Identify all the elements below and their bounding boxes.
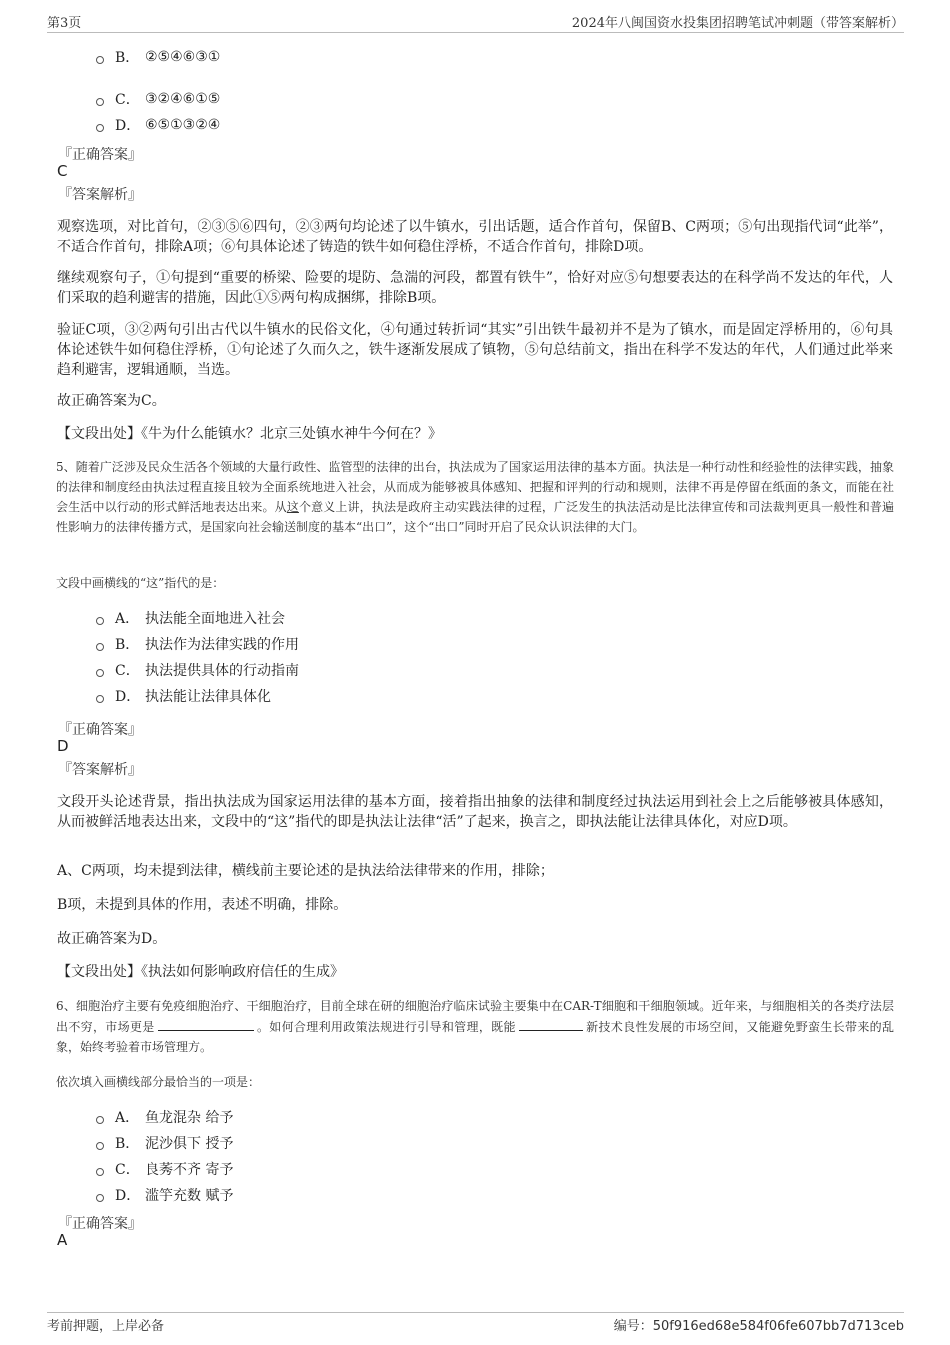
- analysis-paragraph: 继续观察句子，①句提到“重要的桥梁、险要的堤防、急湍的河段，都置有铁牛”，恰好对应⑤句想要表达的在科学尚不发达的年代，人们采取的趋利避害的措施，因此①⑤两句构成捆绑，排除B项。: [57, 270, 893, 306]
- option-text: 滥竽充数 赋予: [145, 1188, 234, 1204]
- option-text: 执法能让法律具体化: [145, 689, 271, 705]
- question-prompt: 文段中画横线的“这”指代的是：: [56, 576, 225, 590]
- option-letter: D．: [115, 1188, 141, 1204]
- page-number: 第3页: [47, 16, 82, 31]
- radio-icon[interactable]: [96, 56, 104, 64]
- radio-icon[interactable]: [96, 1194, 104, 1202]
- fill-blank-1[interactable]: [158, 1016, 254, 1031]
- underlined-word: 这: [286, 500, 299, 514]
- option-text: 泥沙俱下 授予: [145, 1136, 234, 1152]
- q4-option-d[interactable]: [96, 115, 220, 135]
- document-title: 2024年八闽国资水投集团招聘笔试冲刺题（带答案解析）: [571, 16, 904, 31]
- source-citation: 【文段出处】《执法如何影响政府信任的生成》: [57, 964, 344, 980]
- option-letter: C．: [115, 663, 140, 679]
- option-letter: A．: [115, 1110, 140, 1126]
- analysis-paragraph: A、C两项，均未提到法律，横线前主要论述的是执法给法律带来的作用，排除；: [57, 863, 554, 879]
- answer-value: C: [57, 162, 68, 180]
- option-letter: C．: [115, 1162, 140, 1178]
- option-text: ②⑤④⑥③①: [145, 49, 221, 65]
- radio-icon[interactable]: [96, 1142, 104, 1150]
- q4-option-c[interactable]: [96, 89, 220, 109]
- radio-icon[interactable]: [96, 617, 104, 625]
- document-code: 编号：50f916ed68e584f06fe607bb7d713ceb: [613, 1319, 904, 1334]
- option-text: 良莠不齐 寄予: [145, 1162, 234, 1178]
- option-letter: B．: [115, 637, 140, 653]
- analysis-paragraph: 文段开头论述背景，指出执法成为国家运用法律的基本方面，接着指出抽象的法律和制度经过执法运用到社会上之后能够被具体感知，从而被鲜活地表达出来，文段中的“这”指代的即是执法让法律“活”了起来，换言之，即执法能让法律具体化，对应D项。: [57, 794, 893, 830]
- source-citation: 【文段出处】《牛为什么能镇水？北京三处镇水神牛今何在？》: [57, 426, 442, 442]
- q5-option-a[interactable]: [96, 608, 285, 628]
- analysis-conclusion: 故正确答案为D。: [57, 931, 167, 947]
- option-letter: B．: [115, 1136, 140, 1152]
- question-prompt: 依次填入画横线部分最恰当的一项是：: [56, 1075, 261, 1089]
- radio-icon[interactable]: [96, 1116, 104, 1124]
- option-letter: C．: [115, 92, 140, 108]
- q6-option-b[interactable]: [96, 1133, 233, 1153]
- answer-value: A: [57, 1231, 68, 1249]
- q4-option-b[interactable]: [96, 47, 220, 67]
- analysis-paragraph: 验证C项，③②两句引出古代以牛镇水的民俗文化，④句通过转折词“其实”引出铁牛最初并不是为了镇水，而是固定浮桥用的，⑥句具体论述铁牛如何稳住浮桥，①句论述了久而久之，铁牛逐渐发展成了镇物，⑤句总结前文，指出在科学不发达的年代，人们通过此举来趋利避害，逻辑通顺，当选。: [57, 322, 893, 378]
- radio-icon[interactable]: [96, 669, 104, 677]
- option-text: 执法提供具体的行动指南: [145, 663, 299, 679]
- radio-icon[interactable]: [96, 695, 104, 703]
- option-text: 执法作为法律实践的作用: [145, 637, 299, 653]
- q5-option-b[interactable]: [96, 634, 299, 654]
- analysis-conclusion: 故正确答案为C。: [57, 393, 166, 409]
- answer-label: 『正确答案』: [58, 1216, 142, 1232]
- fill-blank-2[interactable]: [519, 1016, 583, 1031]
- option-text: ③②④⑥①⑤: [145, 91, 221, 107]
- radio-icon[interactable]: [96, 1168, 104, 1176]
- radio-icon[interactable]: [96, 98, 104, 106]
- q5-option-c[interactable]: [96, 660, 299, 680]
- analysis-label: 『答案解析』: [58, 762, 142, 778]
- analysis-paragraph: B项，未提到具体的作用，表述不明确，排除。: [57, 897, 348, 913]
- option-text: 鱼龙混杂 给予: [145, 1110, 234, 1126]
- answer-label: 『正确答案』: [58, 722, 142, 738]
- option-letter: D．: [115, 689, 141, 705]
- question-stem: 6、细胞治疗主要有免疫细胞治疗、干细胞治疗，目前全球在研的细胞治疗临床试验主要集中在CAR-T细胞和干细胞领域。近年来，与细胞相关的各类疗法层出不穷，市场更是 。如何合理利用政策法规进行引导和管理，既能 新技术良性发展的市场空间，又能避免野蛮生长带来的乱象，始终考验着市场管理方。: [56, 999, 894, 1054]
- option-text: ⑥⑤①③②④: [145, 117, 221, 133]
- answer-label: 『正确答案』: [58, 147, 142, 163]
- answer-value: D: [57, 737, 69, 755]
- q6-option-a[interactable]: [96, 1107, 233, 1127]
- q6-option-c[interactable]: [96, 1159, 233, 1179]
- option-letter: B．: [115, 50, 140, 66]
- q6-option-d[interactable]: [96, 1185, 233, 1205]
- option-letter: A．: [115, 611, 140, 627]
- analysis-paragraph: 观察选项，对比首句，②③⑤⑥四句，②③两句均论述了以牛镇水，引出话题，适合作首句，保留B、C两项；⑤句出现指代词“此举”，不适合作首句，排除A项；⑥句具体论述了铸造的铁牛如何稳住浮桥，不适合作首句，排除D项。: [57, 219, 893, 255]
- radio-icon[interactable]: [96, 124, 104, 132]
- page-header: [47, 12, 904, 33]
- option-letter: D．: [115, 118, 141, 134]
- question-stem: 5、随着广泛涉及民众生活各个领域的大量行政性、监管型的法律的出台，执法成为了国家运用法律的基本方面。执法是一种行动性和经验性的法律实践，抽象的法律和制度经由执法过程直接且较为全面系统地进入社会，从而成为能够被具体感知、把握和评判的行动和规则，法律不再是停留在纸面的条文，而能在社会生活中以行动的形式鲜活地表达出来。从这个意义上讲，执法是政府主动实践法律的过程，广泛发生的执法活动是比法律宣传和司法裁判更具一般性和普遍性影响力的法律传播方式，是国家向社会输送制度的基本“出口”，这个“出口”同时开启了民众认识法律的大门。: [56, 460, 894, 534]
- page-footer: [47, 1312, 904, 1334]
- radio-icon[interactable]: [96, 643, 104, 651]
- option-text: 执法能全面地进入社会: [145, 611, 285, 627]
- analysis-label: 『答案解析』: [58, 187, 142, 203]
- footer-slogan: 考前押题，上岸必备: [47, 1319, 165, 1334]
- q5-option-d[interactable]: [96, 686, 271, 706]
